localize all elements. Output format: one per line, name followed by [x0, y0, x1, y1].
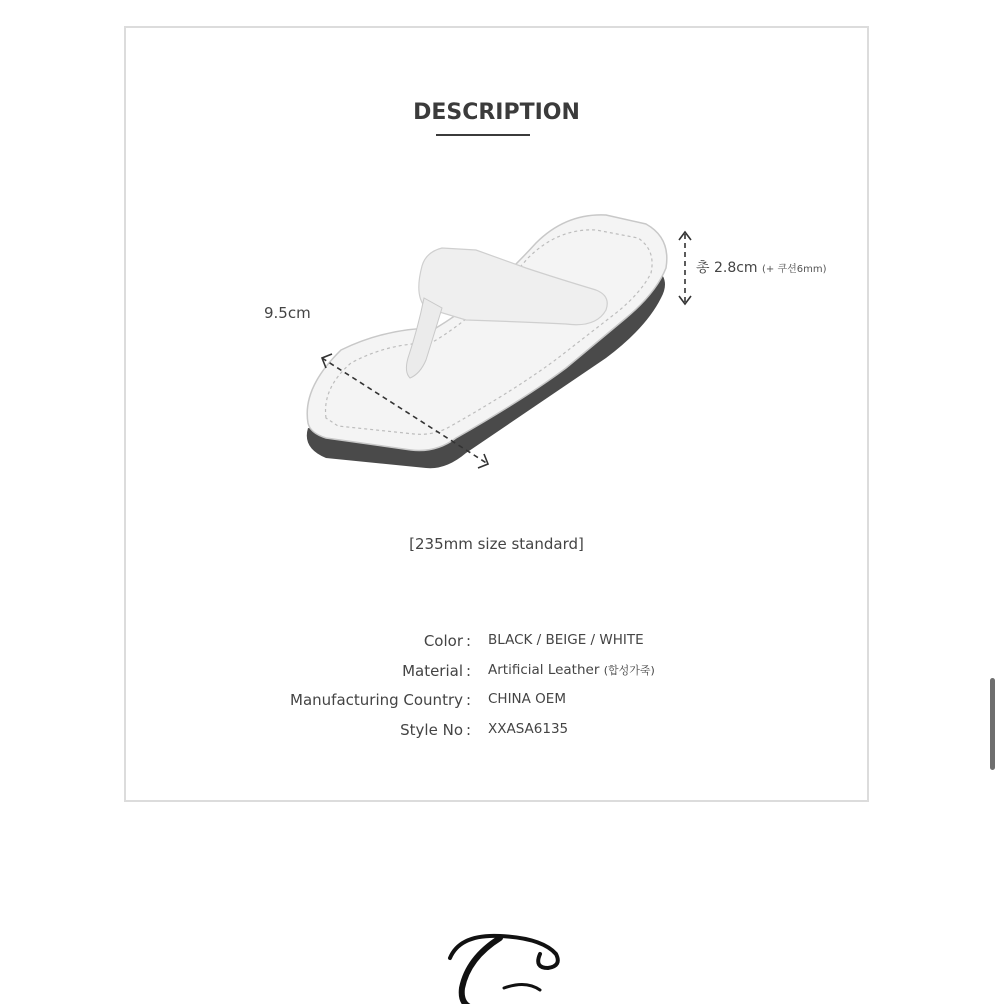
spec-value-color: BLACK / BEIGE / WHITE [488, 632, 644, 648]
spec-row-style [126, 721, 867, 751]
spec-value-material [488, 662, 655, 678]
height-dimension-main: 총 2.8cm [696, 260, 758, 276]
spec-row-material [126, 662, 867, 692]
spec-value-material-note: (합성가죽) [603, 663, 655, 677]
spec-key-style: Style No [400, 720, 463, 739]
description-card [124, 26, 869, 802]
spec-row-country [126, 691, 867, 721]
spec-separator: : [466, 720, 472, 739]
brand-logo [430, 928, 580, 1004]
width-dimension-label: 9.5cm [264, 304, 311, 322]
page-scrollbar[interactable] [990, 678, 995, 770]
height-dimension-label [696, 257, 827, 277]
spec-table [126, 632, 867, 750]
spec-value-material-main: Artificial Leather [488, 661, 600, 678]
spec-separator: : [466, 632, 472, 650]
spec-key-color: Color [423, 632, 463, 650]
spec-value-country: CHINA OEM [488, 691, 566, 707]
spec-separator: : [466, 691, 472, 709]
spec-separator: : [466, 661, 472, 680]
spec-row-color [126, 632, 867, 662]
height-dimension-note: (+ 쿠션6mm) [762, 264, 827, 275]
spec-key-country: Manufacturing Country [290, 691, 463, 709]
size-standard-note: [235mm size standard] [409, 535, 584, 553]
description-heading: DESCRIPTION [413, 100, 580, 125]
spec-value-style: XXASA6135 [488, 720, 569, 737]
spec-key-material: Material [402, 661, 463, 680]
